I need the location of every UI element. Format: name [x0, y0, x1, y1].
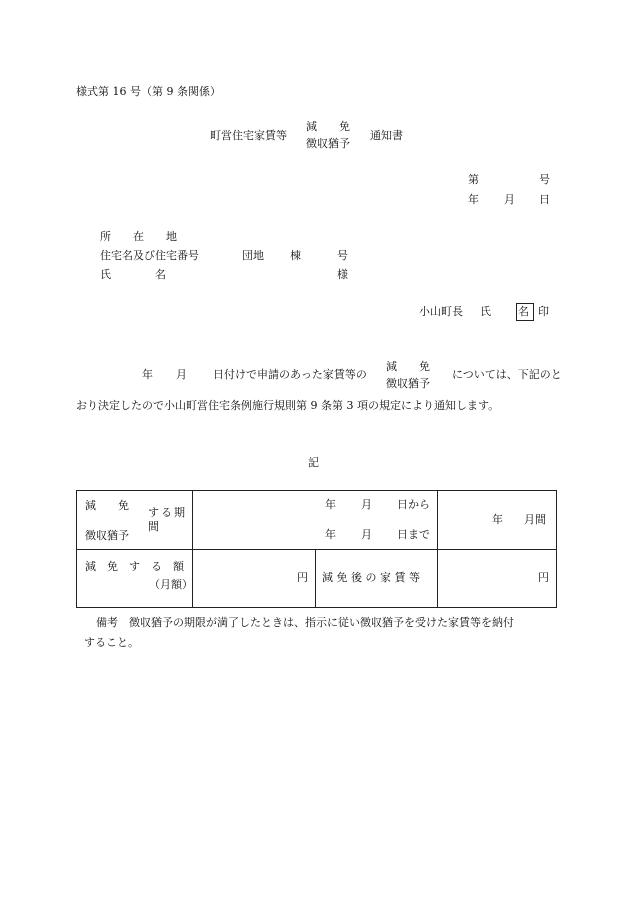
- note-line1: 備考 徴収猶予の期限が満了したときは、指示に従い徴収猶予を受けた家賃等を納付: [96, 616, 514, 629]
- body-stack: [386, 361, 430, 389]
- amount-label: 減 免 す る 額: [85, 560, 184, 573]
- after-label-cell: [316, 550, 438, 608]
- reduction-table: [76, 490, 557, 608]
- amount-value-cell: [193, 550, 316, 608]
- body-stack-top: 減 免: [386, 360, 430, 373]
- note-line2: すること。: [84, 636, 139, 649]
- table-row-period: [77, 491, 557, 550]
- amount-sub: （月額）: [149, 578, 193, 591]
- amount-yen: 円: [297, 571, 308, 584]
- doc-number-go: 号: [539, 173, 550, 186]
- period-dates-cell: [193, 491, 438, 550]
- body-gatsu: 月: [176, 368, 187, 381]
- title-suffix: 通知書: [370, 129, 403, 142]
- doc-number-dai: 第: [468, 173, 479, 186]
- form-id: 様式第 16 号（第 9 条関係）: [76, 85, 221, 98]
- sama-label: 様: [337, 268, 348, 281]
- table-row-amount: [77, 550, 557, 608]
- issuer-shi: 氏: [480, 305, 491, 318]
- to-hi: 日まで: [397, 528, 430, 541]
- body-nen: 年: [142, 368, 153, 381]
- after-value-cell: [438, 550, 557, 608]
- title-stack: [306, 121, 350, 149]
- date-month: 月: [504, 193, 515, 206]
- period-stack-top: 減 免: [85, 499, 129, 512]
- period-kan: 間: [148, 520, 159, 533]
- danchi-label: 団地: [242, 249, 264, 262]
- to-nen: 年: [325, 528, 336, 541]
- name-label: 氏 名: [100, 268, 166, 281]
- address-label: 所 在 地: [100, 230, 177, 243]
- body-stack-bottom: 徴収猶予: [386, 377, 430, 390]
- period-stack-bottom: 徴収猶予: [85, 529, 129, 542]
- body-line2: おり決定したので小山町営住宅条例施行規則第 9 条第 3 項の規定により通知します。: [76, 399, 500, 412]
- duration-months: 月間: [524, 513, 546, 526]
- ki-heading: 記: [308, 456, 319, 469]
- issuer-mei: 名: [518, 305, 529, 318]
- title-stack-top: 減 免: [306, 120, 350, 133]
- from-gatsu: 月: [361, 498, 372, 511]
- body-text1: 日付けで申請のあった家賃等の: [213, 368, 367, 381]
- from-hi: 日から: [397, 498, 430, 511]
- seal-mark: 印: [538, 305, 549, 318]
- from-nen: 年: [325, 498, 336, 511]
- title-stack-bottom: 徴収猶予: [306, 137, 350, 150]
- body-text2: については、下記のと: [452, 368, 562, 381]
- date-year: 年: [468, 193, 479, 206]
- period-duration-cell: [438, 491, 557, 550]
- title-prefix: 町営住宅家賃等: [210, 129, 287, 142]
- duration-nen: 年: [492, 513, 503, 526]
- amount-label-cell: [77, 550, 193, 608]
- period-suru: する期: [148, 506, 187, 519]
- to-label: 棟: [290, 249, 301, 262]
- after-yen: 円: [538, 571, 549, 584]
- after-label: 減 免 後 の 家 賃 等: [322, 571, 420, 584]
- period-label-cell: [77, 491, 193, 550]
- issuer-title: 小山町長: [419, 305, 463, 318]
- date-day: 日: [539, 193, 550, 206]
- to-gatsu: 月: [361, 528, 372, 541]
- go-label: 号: [337, 249, 348, 262]
- housing-label: 住宅名及び住宅番号: [100, 249, 199, 262]
